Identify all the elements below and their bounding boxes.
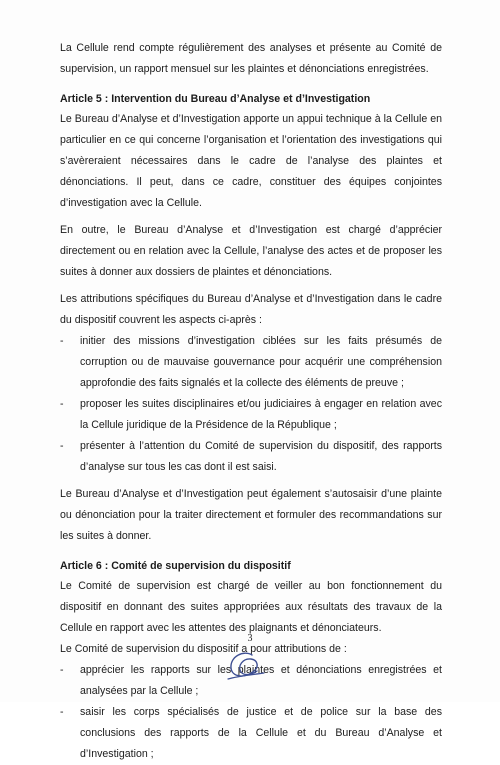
article-5-paragraph-1: Le Bureau d’Analyse et d’Investigation apporte un appui technique à la Cellule en particulier en ce qui concerne l’organisation et l’orientation des investigations qui s’avèreraient nécessaires dans le cadre de l’analyse des plaintes et dénonciations. Il peut, dans ce cadre, constituer des équipes conjointes d’investigation avec la Cellule. [60,113,442,209]
intro-paragraph: La Cellule rend compte régulièrement des analyses et présente au Comité de supervision, un rapport mensuel sur les plaintes et dénonciations enregistrées. [60,42,442,75]
article-6-paragraph-2: Le Comité de supervision du dispositif a pour attributions de : [60,643,347,655]
page-number: 3 [247,633,253,644]
signature-icon [222,646,270,686]
article-5-list [60,331,442,478]
article-5-heading: Article 5 : Intervention du Bureau d’Analyse et d’Investigation [60,93,371,105]
list-item: - initier des missions d’investigation ciblées sur les faits présumés de corruption ou de mauvaise gouvernance pour acquérir une compréhension approfondie des faits signalés et la collecte des éléments de preuve ; [60,331,442,394]
article-5-paragraph-2: En outre, le Bureau d’Analyse et d’Investigation est chargé d’apprécier directement ou en relation avec la Cellule, l’analyse des actes et de proposer les suites à donner aux dossiers de plaintes et dénonciations. [60,224,442,278]
list-item: - proposer les suites disciplinaires et/ou judiciaires à engager en relation avec la Cellule juridique de la Présidence de la République ; [60,394,442,436]
list-item: - apprécier les rapports sur les plaintes et dénonciations enregistrées et analysées par la Cellule ; [60,660,442,702]
list-item: - présenter à l’attention du Comité de supervision du dispositif, des rapports d’analyse sur tous les cas dont il est saisi. [60,436,442,478]
article-6-heading: Article 6 : Comité de supervision du dispositif [60,560,291,572]
article-5-paragraph-3: Les attributions spécifiques du Bureau d’Analyse et d’Investigation dans le cadre du dispositif couvrent les aspects ci-après : [60,293,442,326]
article-5-paragraph-4: Le Bureau d’Analyse et d’Investigation peut également s’autosaisir d’une plainte ou dénonciation pour la traiter directement et formuler des recommandations sur les suites à donner. [60,488,442,542]
article-6-paragraph-1: Le Comité de supervision est chargé de veiller au bon fonctionnement du dispositif en donnant des suites appropriées aux résultats des travaux de la Cellule en rapport avec les attentes des plaignants et dénonciateurs. [60,580,442,634]
list-item: - saisir les corps spécialisés de justice et de police sur la base des conclusions des rapports de la Cellule et du Bureau d’Analyse et d’Investigation ; [60,702,442,765]
